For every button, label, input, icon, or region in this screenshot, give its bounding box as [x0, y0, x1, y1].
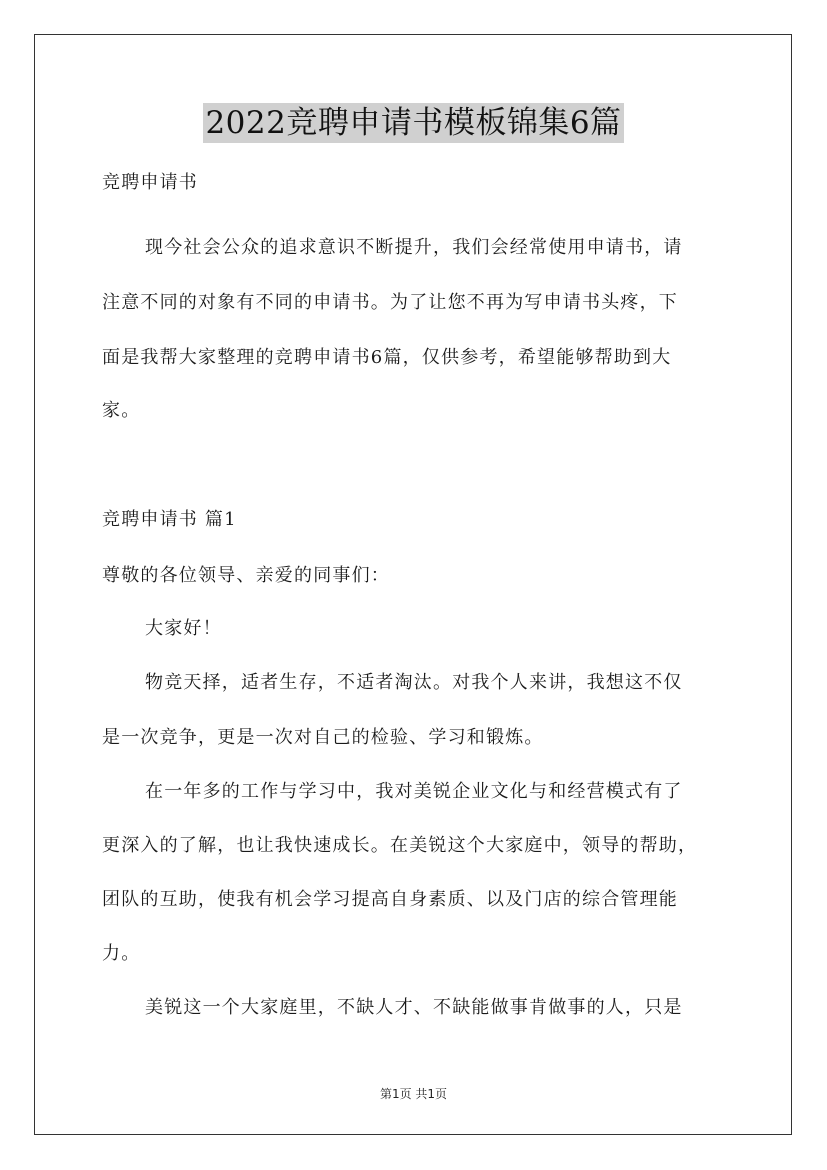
paragraph-line: 注意不同的对象有不同的申请书。为了让您不再为写申请书头疼，下: [102, 292, 678, 313]
paragraph-line: 美锐这一个大家庭里，不缺人才、不缺能做事肯做事的人，只是: [145, 997, 683, 1018]
paragraph-line: 面是我帮大家整理的竞聘申请书6篇，仅供参考，希望能够帮助到大: [102, 347, 672, 368]
page-footer: 第1页 共1页: [379, 1087, 448, 1101]
title-container: [0, 103, 827, 143]
paragraph-line: 在一年多的工作与学习中，我对美锐企业文化与和经营模式有了: [145, 781, 683, 802]
paragraph-line: 力。: [102, 943, 141, 964]
section-heading: 竞聘申请书 篇1: [102, 509, 237, 530]
paragraph-line: 现今社会公众的追求意识不断提升，我们会经常使用申请书，请: [145, 237, 683, 258]
salutation-line: 尊敬的各位领导、亲爱的同事们：: [102, 565, 390, 586]
section-heading: 竞聘申请书: [102, 172, 198, 193]
document-title: 2022竞聘申请书模板锦集6篇: [205, 105, 622, 141]
paragraph-line: 更深入的了解，也让我快速成长。在美锐这个大家庭中，领导的帮助，: [102, 835, 698, 856]
paragraph-line: 物竞天择，适者生存，不适者淘汰。对我个人来讲，我想这不仅: [145, 672, 683, 693]
paragraph-line: 是一次竞争，更是一次对自己的检验、学习和锻炼。: [102, 727, 544, 748]
greeting-line: 大家好！: [145, 618, 222, 639]
paragraph-line: 家。: [102, 400, 141, 421]
paragraph-line: 团队的互助，使我有机会学习提高自身素质、以及门店的综合管理能: [102, 889, 678, 910]
